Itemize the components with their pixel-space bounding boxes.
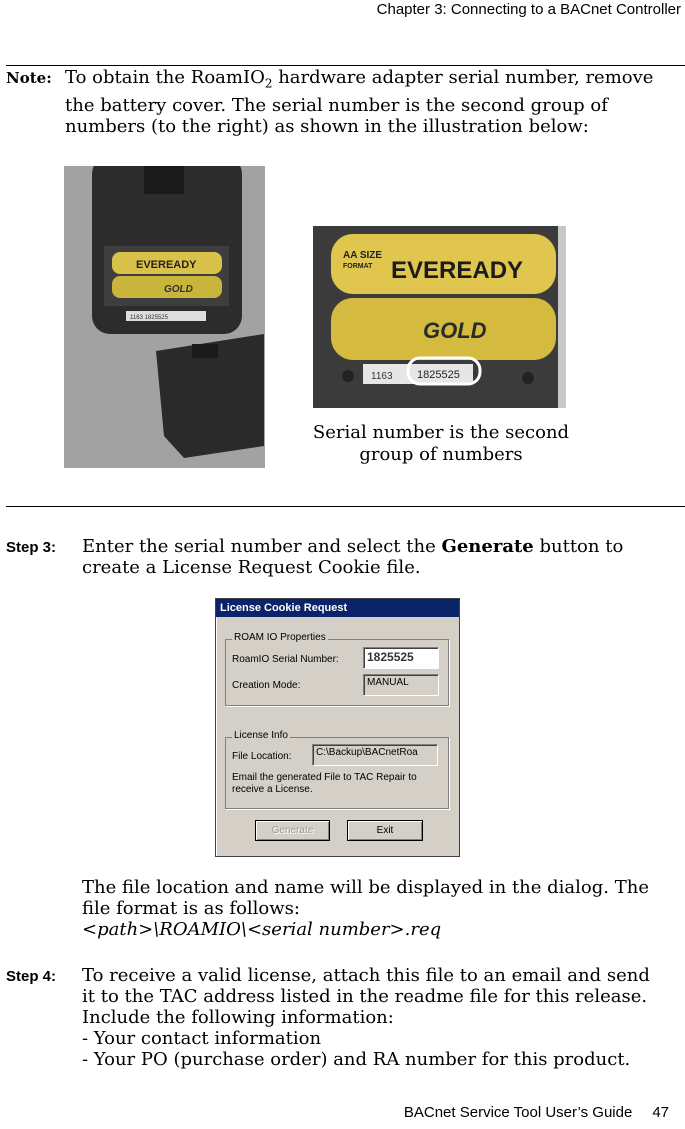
step4-line2: it to the TAC address listed in the readme file for this release. [82, 986, 648, 1007]
serial-number-label: RoamIO Serial Number: [232, 654, 339, 665]
device-photo-right [313, 226, 566, 408]
step4-line4: - Your contact information [82, 1028, 322, 1049]
generate-button[interactable]: Generate [255, 820, 330, 841]
page-header: Chapter 3: Connecting to a BACnet Controller [376, 1, 681, 18]
file-format-line2: file format is as follows: [82, 898, 300, 919]
caption-line1: Serial number is the second [312, 422, 570, 443]
note-label: Note: [6, 69, 52, 87]
left-battery-brand: EVEREADY [136, 259, 197, 271]
note-line1-pre: To obtain the RoamIO [65, 67, 265, 88]
creation-mode-label: Creation Mode: [232, 680, 301, 691]
serial-number-field[interactable]: 1825525 [363, 647, 439, 669]
email-instructions [232, 772, 417, 796]
exit-button[interactable]: Exit [347, 820, 423, 841]
device-photo-left [64, 166, 265, 468]
roam-io-properties-group [225, 632, 449, 706]
email-line2: receive a License. [232, 784, 313, 795]
page-footer [404, 1104, 669, 1121]
dialog-titlebar: License Cookie Request [216, 599, 459, 617]
footer-guide-title: BACnet Service Tool User’s Guide [403, 1104, 633, 1121]
top-rule [6, 65, 685, 66]
step4-text [82, 965, 682, 1070]
note-line1-post: hardware adapter serial number, remove [272, 67, 654, 88]
step3-line1-post: button to [533, 536, 624, 557]
right-size-text: AA SIZE [343, 250, 383, 261]
bottom-rule [6, 506, 685, 507]
step3-text [82, 536, 682, 578]
group2-title: License Info [234, 730, 288, 741]
step4-line5: - Your PO (purchase order) and RA number for this product. [82, 1049, 631, 1070]
file-format-line1: The file location and name will be displayed in the dialog. The [82, 877, 649, 898]
note-text [65, 67, 685, 137]
right-battery-sub: GOLD [423, 318, 487, 343]
file-location-field[interactable]: C:\Backup\BACnetRoa [312, 744, 438, 766]
step3-line1-pre: Enter the serial number and select the [82, 536, 442, 557]
license-info-group [225, 730, 449, 809]
right-serial-group2: 1825525 [417, 369, 460, 381]
step4-line3: Include the following information: [82, 1007, 394, 1028]
device-illustration-right [313, 226, 566, 408]
note-line2: the battery cover. The serial number is the second group of [65, 94, 608, 116]
step4-line1: To receive a valid license, attach this file to an email and send [82, 965, 650, 986]
file-format-text [82, 877, 682, 940]
email-line1: Email the generated File to TAC Repair to [232, 772, 417, 783]
left-serial-label: 1163 1825525 [130, 315, 168, 321]
creation-mode-field: MANUAL [363, 674, 439, 696]
photo-caption [300, 422, 582, 466]
step3-generate-word: Generate [441, 536, 534, 557]
group1-title: ROAM IO Properties [234, 632, 326, 643]
right-serial-group1: 1163 [371, 371, 393, 382]
license-cookie-dialog [215, 598, 460, 857]
file-location-label: File Location: [232, 751, 292, 762]
device-illustration-left [64, 166, 265, 468]
step3-line2: create a License Request Cookie file. [82, 557, 421, 578]
left-battery-sub: GOLD [164, 284, 193, 295]
note-subscript: 2 [264, 76, 273, 91]
step4-label: Step 4: [6, 968, 57, 985]
right-format-text: FORMAT [343, 263, 373, 270]
caption-line2: group of numbers [359, 444, 523, 465]
page-number: 47 [652, 1104, 669, 1121]
right-battery-brand: EVEREADY [391, 257, 524, 284]
step3-label: Step 3: [6, 539, 57, 556]
note-line3: numbers (to the right) as shown in the illustration below: [65, 115, 589, 137]
file-format-line3: <path>\ROAMIO\<serial number>.req [82, 919, 442, 940]
